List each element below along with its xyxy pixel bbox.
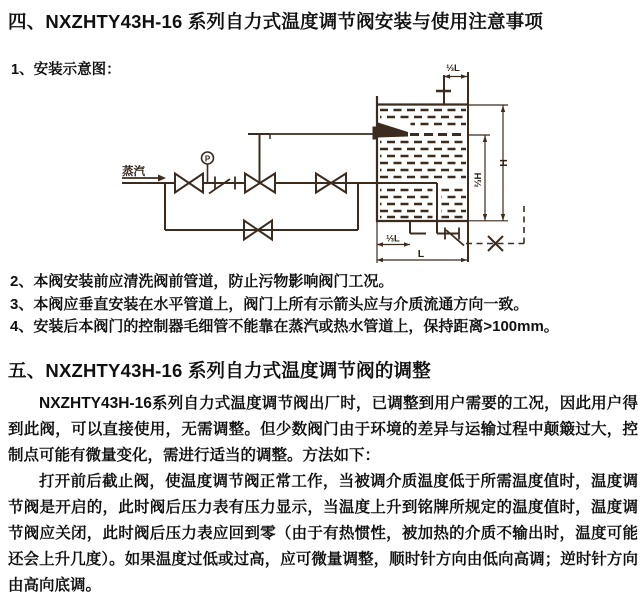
dim-label-top-third-l: ⅓L: [446, 63, 460, 74]
install-diagram-label: 1、安装示意图：: [11, 62, 121, 78]
section-5-heading: 五、NXZHTY43H-16 系列自力式温度调节阀的调整: [8, 360, 431, 381]
adjustment-paragraph-2: 打开前后截止阀，使温度调节阀正常工作，当被调介质温度低于所需温度值时，温度调节阀是开启的，此时阀后压力表有压力显示，当温度上升到铭牌所规定的温度值时，温度调节阀应关闭，此时阀后压力表应回到零（由于有热惯性，被加热的介质不输出时，温度可能还会上升几度）。如果温度过低或过高，应可微量调整，顺时针方向由低向高调；逆时针方向由高向底调。: [8, 473, 638, 594]
steam-label: 蒸汽: [122, 166, 145, 178]
dim-label-bottom-third-l: ⅓L: [386, 233, 400, 245]
temperature-control-valve: [245, 134, 275, 193]
pressure-gauge-label: P: [204, 154, 211, 164]
section-4-heading: 四、NXZHTY43H-16 系列自力式温度调节阀安装与使用注意事项: [8, 11, 544, 32]
installation-notes: [10, 271, 636, 339]
dim-label-height: H: [498, 159, 510, 167]
installation-diagram: [0, 55, 643, 270]
adjustment-text: [8, 391, 638, 599]
note-3: 3、本阀应垂直安装在水平管道上，阀门上所有示箭头应与介质流通方向一致。: [10, 295, 529, 313]
inlet-shutoff-valve: [175, 174, 203, 193]
dim-label-two-thirds-h: ⅔H: [473, 172, 484, 188]
strainer-symbol: [209, 177, 235, 194]
note-2: 2、本阀安装前应清洗阀前管道，防止污物影响阀门工况。: [10, 273, 394, 290]
note-4: 4、安装后本阀门的控制器毛细管不能靠在蒸汽或热水管道上，保持距离>100mm。: [10, 318, 559, 335]
tank-inlet-pipe: [436, 75, 451, 104]
dim-label-length: L: [417, 248, 425, 260]
prohibited-drain-route: [466, 203, 524, 251]
adjustment-paragraph-1: NXZHTY43H-16系列自力式温度调节阀出厂时，已调整到用户需要的工况，因此用户得到此阀，可以直接使用，无需调整。但少数阀门由于环境的差异与运输过程中颠簸过大，控制点可能有微量变化，需进行适当的调整。方法如下：: [8, 395, 638, 464]
steam-flow-arrow: [122, 164, 166, 182]
